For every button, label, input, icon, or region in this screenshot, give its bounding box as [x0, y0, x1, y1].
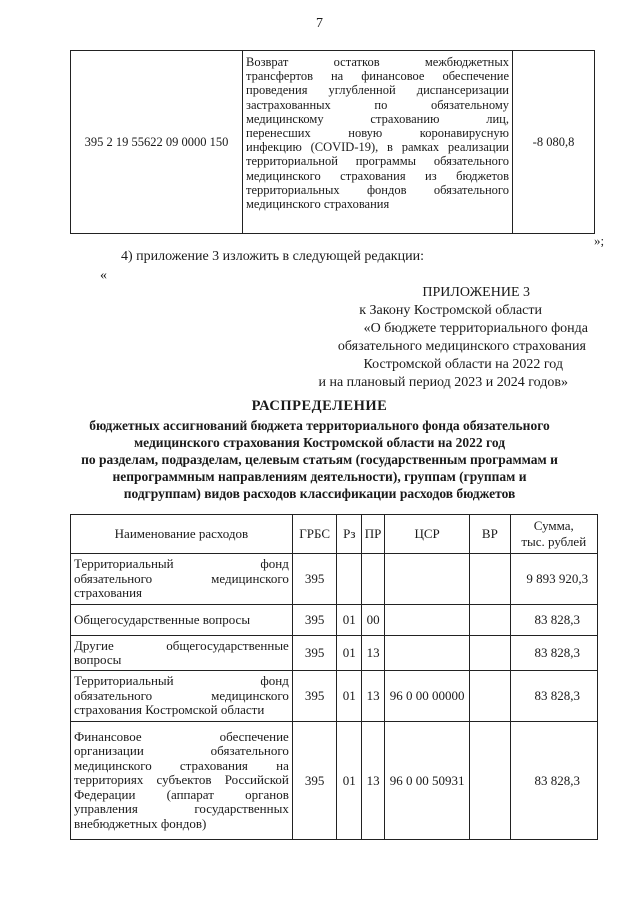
amendment-item-4: 4) приложение 3 изложить в следующей редакции:	[121, 249, 424, 264]
row-csr	[385, 605, 470, 636]
name-line: страхования	[74, 585, 143, 601]
name-line: обязательного медицинского	[74, 570, 289, 586]
table-row	[71, 51, 595, 234]
row-name	[71, 605, 293, 636]
name-line: управления государственных	[74, 801, 289, 817]
row-pr: 13	[362, 722, 385, 840]
row-grbs: 395	[292, 554, 337, 605]
header-vr: ВР	[470, 515, 510, 554]
appendix-line: и на плановый период 2023 и 2024 годов»	[318, 375, 568, 390]
header-rz: Рз	[337, 515, 362, 554]
row-csr: 96 0 00 50931	[385, 722, 470, 840]
row-vr	[470, 554, 510, 605]
row-vr	[470, 671, 510, 722]
budget-code-cell: 395 2 19 55622 09 0000 150	[71, 51, 243, 234]
row-grbs: 395	[292, 722, 337, 840]
header-name: Наименование расходов	[71, 515, 293, 554]
description-line: медицинского страхования из бюджетов	[246, 168, 509, 183]
row-grbs: 395	[292, 605, 337, 636]
name-line: организации обязательного	[74, 743, 289, 759]
name-line: медицинского страхования на	[74, 757, 289, 773]
description-line: застрахованных по обязательному	[246, 97, 509, 112]
description-line: инфекцию (COVID-19), в рамках реализации	[246, 140, 509, 155]
name-line: Финансовое обеспечение	[74, 728, 289, 744]
continuation-table	[70, 50, 595, 234]
row-name	[71, 554, 293, 605]
row-sum: 83 828,3	[510, 722, 598, 840]
header-pr: ПР	[362, 515, 385, 554]
appendix-line: обязательного медицинского страхования	[337, 339, 586, 354]
closing-quote: »;	[594, 233, 605, 248]
header-sum	[510, 515, 598, 554]
row-sum: 83 828,3	[510, 605, 598, 636]
table-row	[71, 554, 598, 605]
appendix-header	[250, 284, 590, 392]
name-line: Общегосударственные вопросы	[74, 611, 251, 627]
name-line: Другие общегосударственные	[74, 637, 289, 653]
page-number: 7	[316, 16, 323, 31]
description-line: перенесших новую коронавирусную	[246, 126, 509, 141]
name-line: страхования Костромской области	[74, 702, 265, 718]
appendix-line: Костромской области на 2022 год	[363, 357, 563, 372]
description-line: медицинскому страхованию лиц,	[246, 111, 509, 126]
name-line: территориях субъектов Российской	[74, 772, 289, 788]
row-rz: 01	[337, 636, 362, 671]
row-pr: 00	[362, 605, 385, 636]
subtitle-line: медицинского страхования Костромской области на 2022 год	[133, 435, 506, 450]
header-csr: ЦСР	[385, 515, 470, 554]
subtitle-line: подгруппам) видов расходов классификации расходов бюджетов	[123, 486, 516, 501]
row-rz	[337, 554, 362, 605]
description-line: медицинского страхования	[246, 197, 390, 212]
name-line: обязательного медицинского	[74, 687, 289, 703]
row-rz: 01	[337, 605, 362, 636]
name-line: Территориальный фонд	[74, 556, 289, 572]
row-sum: 9 893 920,3	[510, 554, 598, 605]
header-grbs: ГРБС	[292, 515, 337, 554]
description-line: проведения углубленной диспансеризации	[246, 83, 509, 98]
table-row	[71, 671, 598, 722]
description-line: территориальных фондов обязательного	[246, 182, 509, 197]
document-title: РАСПРЕДЕЛЕНИЕ	[251, 398, 388, 414]
description-line: территориальной программы обязательного	[246, 154, 509, 169]
subtitle-line: бюджетных ассигнований бюджета территориального фонда обязательного	[89, 418, 550, 433]
row-pr: 13	[362, 636, 385, 671]
subtitle-line: по разделам, подразделам, целевым статьям (государственным программам и	[81, 452, 558, 467]
row-csr: 96 0 00 00000	[385, 671, 470, 722]
row-sum: 83 828,3	[510, 671, 598, 722]
name-line: вопросы	[74, 652, 122, 667]
sum-cell: -8 080,8	[513, 51, 595, 234]
description-line: Возврат остатков межбюджетных	[246, 55, 509, 69]
table-header-row	[71, 515, 598, 554]
header-sum-line: Сумма,	[533, 518, 574, 533]
table-row	[71, 605, 598, 636]
row-grbs: 395	[292, 671, 337, 722]
header-sum-line: тыс. рублей	[521, 534, 587, 549]
row-name	[71, 671, 293, 722]
row-csr	[385, 554, 470, 605]
name-line: внебюджетных фондов)	[74, 815, 207, 831]
description-cell	[243, 51, 513, 234]
appendix-line: «О бюджете территориального фонда	[363, 321, 588, 336]
row-vr	[470, 636, 510, 671]
table-row	[71, 636, 598, 671]
table-row	[71, 722, 598, 840]
row-csr	[385, 636, 470, 671]
document-subtitle	[30, 417, 609, 502]
row-sum: 83 828,3	[510, 636, 598, 671]
row-vr	[470, 605, 510, 636]
name-line: Территориальный фонд	[74, 673, 289, 689]
row-name	[71, 722, 293, 840]
description-line: трансфертов на финансовое обеспечение	[246, 69, 509, 84]
row-vr	[470, 722, 510, 840]
name-line: Федерации (аппарат органов	[74, 786, 289, 802]
row-pr: 13	[362, 671, 385, 722]
opening-quote: «	[100, 268, 107, 283]
subtitle-line: непрограммным направлениям деятельности), группам (группам и	[112, 469, 527, 484]
row-rz: 01	[337, 671, 362, 722]
row-pr	[362, 554, 385, 605]
budget-distribution-table	[70, 514, 598, 840]
row-name	[71, 636, 293, 671]
row-grbs: 395	[292, 636, 337, 671]
appendix-line: к Закону Костромской области	[359, 303, 542, 318]
row-rz: 01	[337, 722, 362, 840]
appendix-title: ПРИЛОЖЕНИЕ 3	[422, 285, 530, 300]
